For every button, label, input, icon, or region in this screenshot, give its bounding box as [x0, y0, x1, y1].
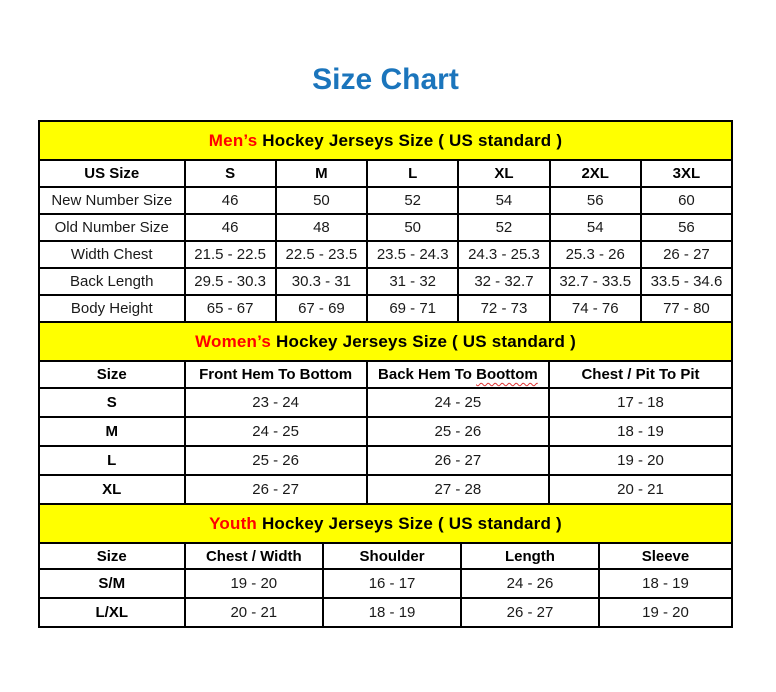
size-value-cell: 24 - 25 — [185, 417, 367, 446]
mens-header-row — [39, 160, 732, 187]
size-value-cell: 18 - 19 — [549, 417, 732, 446]
size-value-cell: 18 - 19 — [323, 598, 461, 627]
column-header: XL — [458, 160, 549, 187]
size-value-cell: 26 - 27 — [367, 446, 549, 475]
column-header: Chest / Pit To Pit — [549, 361, 732, 388]
size-value-cell: 30.3 - 31 — [276, 268, 367, 295]
size-value-cell: 25 - 26 — [185, 446, 367, 475]
womens-banner-row — [39, 322, 732, 361]
size-value-cell: 32 - 32.7 — [458, 268, 549, 295]
size-value-cell: 60 — [641, 187, 732, 214]
row-label: L — [39, 446, 185, 475]
row-label: S — [39, 388, 185, 417]
youth-size-table — [38, 503, 733, 628]
banner-highlight: Youth — [209, 513, 258, 533]
size-value-cell: 52 — [367, 187, 458, 214]
size-value-cell: 16 - 17 — [323, 569, 461, 598]
size-value-cell: 29.5 - 30.3 — [185, 268, 276, 295]
page-title: Size Chart — [312, 63, 459, 96]
row-label: Width Chest — [39, 241, 185, 268]
banner-text: Hockey Jerseys Size ( US standard ) — [257, 130, 563, 150]
size-value-cell: 50 — [276, 187, 367, 214]
mens-banner-row — [39, 121, 732, 160]
mens-size-table — [38, 120, 733, 323]
size-value-cell: 26 - 27 — [461, 598, 599, 627]
size-value-cell: 50 — [367, 214, 458, 241]
youth-banner-row — [39, 504, 732, 543]
banner-highlight: Men’s — [208, 130, 258, 150]
size-value-cell: 54 — [550, 214, 641, 241]
row-label: Old Number Size — [39, 214, 185, 241]
size-value-cell: 23.5 - 24.3 — [367, 241, 458, 268]
table-row — [39, 241, 732, 268]
column-header-text: Back Hem To — [378, 366, 477, 383]
row-label: S/M — [39, 569, 185, 598]
size-value-cell: 52 — [458, 214, 549, 241]
size-value-cell: 32.7 - 33.5 — [550, 268, 641, 295]
mens-banner — [39, 121, 732, 160]
column-header: S — [185, 160, 276, 187]
table-row — [39, 214, 732, 241]
column-header: Size — [39, 543, 185, 569]
table-row — [39, 569, 732, 598]
size-value-cell: 20 - 21 — [185, 598, 324, 627]
table-row — [39, 187, 732, 214]
banner-highlight: Women’s — [195, 331, 272, 351]
row-label: XL — [39, 475, 185, 504]
banner-text: Hockey Jerseys Size ( US standard ) — [271, 331, 576, 351]
row-label: M — [39, 417, 185, 446]
womens-banner — [39, 322, 732, 361]
size-value-cell: 27 - 28 — [367, 475, 549, 504]
size-value-cell: 25 - 26 — [367, 417, 549, 446]
youth-header-row — [39, 543, 732, 569]
size-value-cell: 26 - 27 — [185, 475, 367, 504]
column-header: Chest / Width — [185, 543, 324, 569]
size-value-cell: 18 - 19 — [599, 569, 732, 598]
table-row — [39, 446, 732, 475]
size-value-cell: 19 - 20 — [599, 598, 732, 627]
column-header: Size — [39, 361, 185, 388]
size-value-cell: 25.3 - 26 — [550, 241, 641, 268]
column-header — [367, 361, 549, 388]
misspelled-word: Boottom — [476, 366, 538, 383]
row-label: Body Height — [39, 295, 185, 322]
size-value-cell: 54 — [458, 187, 549, 214]
column-header: 2XL — [550, 160, 641, 187]
size-value-cell: 21.5 - 22.5 — [185, 241, 276, 268]
size-value-cell: 56 — [641, 214, 732, 241]
size-value-cell: 67 - 69 — [276, 295, 367, 322]
size-value-cell: 23 - 24 — [185, 388, 367, 417]
column-header: Front Hem To Bottom — [185, 361, 367, 388]
size-value-cell: 48 — [276, 214, 367, 241]
column-header: Sleeve — [599, 543, 732, 569]
size-value-cell: 17 - 18 — [549, 388, 732, 417]
banner-text: Hockey Jerseys Size ( US standard ) — [257, 513, 562, 533]
row-label: L/XL — [39, 598, 185, 627]
youth-banner — [39, 504, 732, 543]
column-header: L — [367, 160, 458, 187]
size-value-cell: 74 - 76 — [550, 295, 641, 322]
size-value-cell: 69 - 71 — [367, 295, 458, 322]
size-value-cell: 77 - 80 — [641, 295, 732, 322]
row-label: Back Length — [39, 268, 185, 295]
size-tables-container — [38, 120, 733, 628]
size-value-cell: 46 — [185, 187, 276, 214]
table-row — [39, 268, 732, 295]
size-value-cell: 56 — [550, 187, 641, 214]
size-value-cell: 19 - 20 — [549, 446, 732, 475]
size-value-cell: 24 - 26 — [461, 569, 599, 598]
size-value-cell: 22.5 - 23.5 — [276, 241, 367, 268]
size-value-cell: 24.3 - 25.3 — [458, 241, 549, 268]
column-header: US Size — [39, 160, 185, 187]
size-value-cell: 19 - 20 — [185, 569, 324, 598]
womens-size-table — [38, 321, 733, 505]
size-value-cell: 24 - 25 — [367, 388, 549, 417]
size-value-cell: 72 - 73 — [458, 295, 549, 322]
size-value-cell: 20 - 21 — [549, 475, 732, 504]
size-value-cell: 46 — [185, 214, 276, 241]
table-row — [39, 295, 732, 322]
size-value-cell: 26 - 27 — [641, 241, 732, 268]
column-header: Shoulder — [323, 543, 461, 569]
column-header: 3XL — [641, 160, 732, 187]
size-value-cell: 33.5 - 34.6 — [641, 268, 732, 295]
column-header: M — [276, 160, 367, 187]
table-row — [39, 417, 732, 446]
row-label: New Number Size — [39, 187, 185, 214]
table-row — [39, 598, 732, 627]
size-value-cell: 65 - 67 — [185, 295, 276, 322]
size-value-cell: 31 - 32 — [367, 268, 458, 295]
column-header: Length — [461, 543, 599, 569]
womens-header-row — [39, 361, 732, 388]
table-row — [39, 388, 732, 417]
table-row — [39, 475, 732, 504]
